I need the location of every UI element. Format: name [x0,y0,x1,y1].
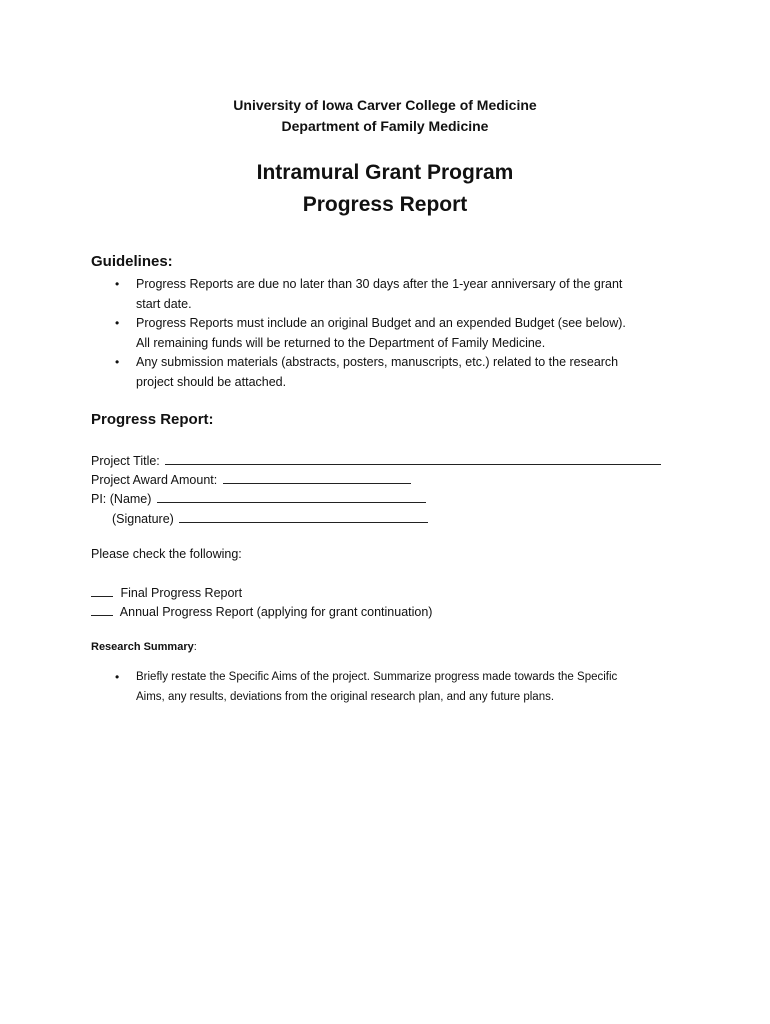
award-amount-field [91,469,411,490]
guideline-text: Progress Reports must include an original Budget and an expended Budget (see below). [136,316,626,330]
research-summary-colon: : [193,641,197,653]
research-summary-heading [91,639,197,655]
guideline-text: project should be attached. [136,374,287,389]
research-summary-title: Research Summary [91,641,194,653]
pi-name-field [91,488,426,509]
institution-name: University of Iowa Carver College of Medicine [233,97,537,113]
award-amount-label: Project Award Amount: [91,473,218,487]
guideline-text: Any submission materials (abstracts, posters, manuscripts, etc.) related to the research [136,355,619,369]
department-name: Department of Family Medicine [281,118,489,134]
bullet-icon: • [115,670,120,684]
document-subtitle: Progress Report [302,193,468,216]
research-summary-list [91,668,691,707]
bullet-icon: • [115,316,120,330]
final-report-checkbox[interactable] [91,583,113,597]
guideline-text: start date. [136,296,192,311]
research-summary-text: Briefly restate the Specific Aims of the project. Summarize progress made towards the Specific [136,671,618,683]
list-item [91,353,691,392]
document-title: Intramural Grant Program [256,161,514,184]
list-item [91,668,691,707]
signature-field [112,508,428,529]
annual-report-option [91,602,432,622]
pi-name-label: PI: (Name) [91,492,152,506]
signature-blank[interactable] [179,508,428,523]
guidelines-heading: Guidelines: [91,253,173,270]
signature-label: (Signature) [112,512,174,526]
annual-report-label: Annual Progress Report (applying for grant continuation) [119,605,433,619]
award-amount-blank[interactable] [223,469,411,484]
bullet-icon: • [115,277,120,291]
list-item [91,314,691,353]
project-title-label: Project Title: [91,454,160,468]
project-title-field [91,450,661,471]
final-report-label: Final Progress Report [120,586,243,600]
check-prompt: Please check the following: [91,547,242,561]
guidelines-list [91,275,691,392]
list-item [91,275,691,314]
final-report-option [91,583,242,603]
progress-report-heading: Progress Report: [91,411,214,428]
project-title-blank[interactable] [165,450,661,465]
guideline-text: Progress Reports are due no later than 30 days after the 1-year anniversary of the grant [136,277,623,291]
pi-name-blank[interactable] [157,488,426,503]
guideline-text: All remaining funds will be returned to the Department of Family Medicine. [136,335,546,350]
annual-report-checkbox[interactable] [91,602,113,616]
bullet-icon: • [115,355,120,369]
research-summary-text: Aims, any results, deviations from the original research plan, and any future plans. [136,690,555,703]
